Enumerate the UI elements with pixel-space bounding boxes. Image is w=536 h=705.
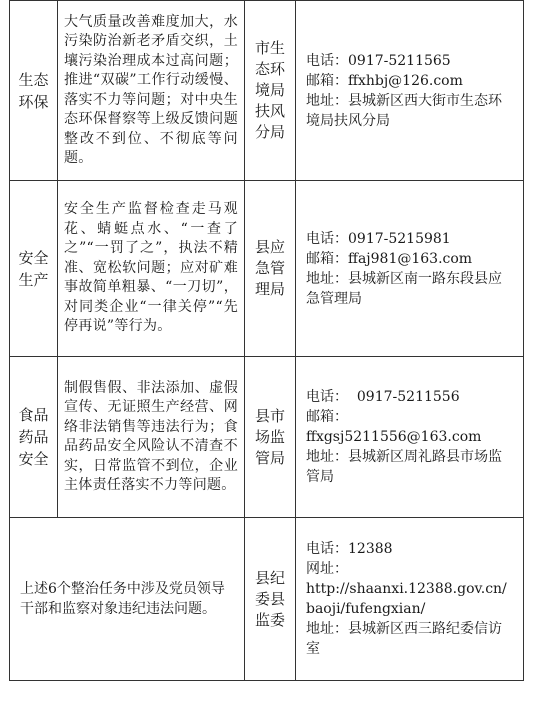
- email-text: ffxgsj5211556@163.com: [306, 429, 482, 445]
- department-cell: [245, 357, 296, 518]
- department-line: 态环: [254, 60, 285, 78]
- category-line: 生产: [18, 270, 49, 289]
- table-row: [10, 181, 524, 357]
- category-line: 药品: [18, 428, 49, 446]
- address-text: 地址：县城新区南一路东段县应急管理局: [306, 270, 502, 307]
- category-cell: [10, 1, 58, 181]
- phone-text: 电话：12388: [306, 541, 393, 557]
- department-line: 市生: [254, 39, 285, 57]
- phone-text: 电话： 0917-5211556: [306, 389, 460, 405]
- category-line: 安全: [18, 450, 49, 468]
- contact-cell: [296, 1, 524, 181]
- contact-cell: [296, 357, 524, 518]
- email-text: 邮箱：ffxhbj@126.com: [306, 72, 463, 89]
- department-line: 监委: [254, 610, 285, 629]
- department-line: 县应: [254, 238, 285, 256]
- category-line: 食品: [18, 406, 49, 424]
- department-cell: [245, 518, 296, 681]
- department-line: 场监: [254, 427, 285, 446]
- website-label: 网址：: [306, 561, 348, 577]
- supervision-table: [9, 0, 524, 681]
- department-line: 理局: [254, 280, 285, 298]
- table-row: [10, 1, 524, 181]
- email-text: 邮箱：ffaj981@163.com: [306, 250, 473, 267]
- category-line: 生态: [18, 70, 49, 89]
- phone-text: 电话：0917-5215981: [306, 230, 451, 247]
- department-line: 分局: [254, 123, 285, 141]
- website-link[interactable]: http://shaanxi.12388.gov.cn/baoji/fufengxian/: [306, 581, 507, 617]
- department-line: 管局: [254, 448, 285, 467]
- phone-text: 电话：0917-5211565: [306, 52, 451, 69]
- issue-text: 安全生产监督检查走马观花、蜻蜓点水、“一查了之”“一罚了之”，执法不精准、宽松软问题；应对矿难事故简单粗暴、“一刀切”，对同类企业“一律关停”“先停再说”等行为。: [58, 181, 245, 357]
- summary-issue-text: 上述6个整治任务中涉及党员领导干部和监察对象违纪违法问题。: [10, 518, 245, 681]
- address-text: 地址：县城新区西三路纪委信访室: [306, 621, 502, 657]
- department-line: 县纪: [254, 568, 285, 587]
- issue-text: 制假售假、非法添加、虚假宣传、无证照生产经营、网络非法销售等违法行为；食品药品安全风险认不清查不实，日常监管不到位，企业主体责任落实不力等问题。: [58, 357, 245, 518]
- department-line: 境局: [254, 81, 285, 99]
- category-cell: [10, 357, 58, 518]
- category-line: 安全: [18, 248, 49, 267]
- email-label: 邮箱：: [306, 409, 348, 425]
- address-text: 地址：县城新区西大街市生态环境局扶风分局: [306, 92, 502, 129]
- contact-cell: [296, 181, 524, 357]
- issue-text: 大气质量改善难度加大，水污染防治新老矛盾交织，土壤污染治理成本过高问题；推进“双碳”工作行动缓慢、落实不力等问题；对中央生态环保督察等上级反馈问题整改不到位、不彻底等问题。: [58, 1, 245, 181]
- category-line: 环保: [18, 92, 49, 111]
- department-line: 委县: [254, 589, 285, 608]
- table-row: [10, 518, 524, 681]
- department-line: 扶风: [254, 102, 285, 120]
- category-cell: [10, 181, 58, 357]
- department-line: 县市: [254, 406, 285, 425]
- department-cell: [245, 181, 296, 357]
- table-row: [10, 357, 524, 518]
- contact-cell: [296, 518, 524, 681]
- address-text: 地址：县城新区周礼路县市场监管局: [306, 449, 502, 485]
- department-cell: [245, 1, 296, 181]
- department-line: 急管: [254, 259, 285, 277]
